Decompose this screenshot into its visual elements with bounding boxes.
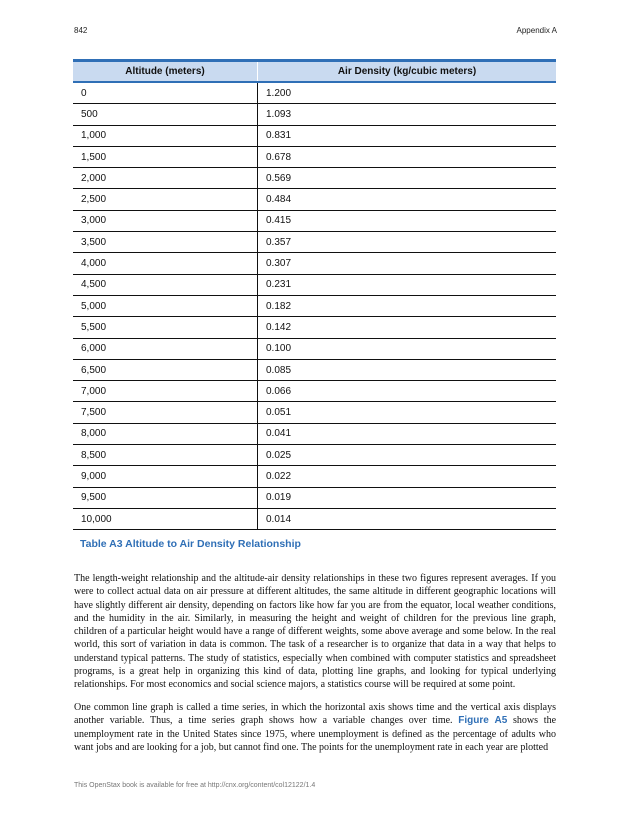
table-row xyxy=(73,338,556,359)
density-cell: 0.085 xyxy=(258,359,557,380)
paragraph-2-text-a: One common line graph is called a time series, in which the horizontal axis shows time and the vertical axis displays another variable. Thus, a time series graph shows how a variable changes over time. xyxy=(74,702,556,727)
density-cell: 0.025 xyxy=(258,445,557,466)
altitude-cell: 6,000 xyxy=(73,338,258,359)
altitude-cell: 8,000 xyxy=(73,423,258,444)
table-row xyxy=(73,445,556,466)
density-cell: 1.093 xyxy=(258,104,557,125)
table-row xyxy=(73,508,556,529)
altitude-cell: 1,500 xyxy=(73,146,258,167)
table-row xyxy=(73,423,556,444)
table-row xyxy=(73,210,556,231)
altitude-cell: 4,000 xyxy=(73,253,258,274)
table-body xyxy=(73,82,556,530)
column-header-altitude: Altitude (meters) xyxy=(73,61,258,83)
density-cell: 0.307 xyxy=(258,253,557,274)
figure-a5-link[interactable]: Figure A5 xyxy=(458,715,508,727)
density-cell: 0.014 xyxy=(258,508,557,529)
density-cell: 0.019 xyxy=(258,487,557,508)
table-row xyxy=(73,104,556,125)
density-cell: 0.831 xyxy=(258,125,557,146)
table-row xyxy=(73,146,556,167)
density-cell: 0.357 xyxy=(258,232,557,253)
column-header-density: Air Density (kg/cubic meters) xyxy=(258,61,557,83)
page-number: 842 xyxy=(74,26,88,35)
density-cell: 0.231 xyxy=(258,274,557,295)
table-row xyxy=(73,125,556,146)
altitude-cell: 4,500 xyxy=(73,274,258,295)
density-cell: 0.678 xyxy=(258,146,557,167)
table-row xyxy=(73,232,556,253)
density-cell: 0.041 xyxy=(258,423,557,444)
density-cell: 0.066 xyxy=(258,381,557,402)
altitude-cell: 0 xyxy=(73,82,258,104)
density-cell: 0.022 xyxy=(258,466,557,487)
altitude-cell: 5,000 xyxy=(73,295,258,316)
table-row xyxy=(73,274,556,295)
table-row xyxy=(73,82,556,104)
altitude-cell: 2,500 xyxy=(73,189,258,210)
table-row xyxy=(73,168,556,189)
altitude-cell: 10,000 xyxy=(73,508,258,529)
altitude-cell: 6,500 xyxy=(73,359,258,380)
density-cell: 0.100 xyxy=(258,338,557,359)
table-row xyxy=(73,317,556,338)
altitude-cell: 7,500 xyxy=(73,402,258,423)
altitude-cell: 1,000 xyxy=(73,125,258,146)
table-row xyxy=(73,487,556,508)
altitude-density-table xyxy=(73,59,556,530)
table-caption: Table A3 Altitude to Air Density Relationship xyxy=(80,538,301,550)
paragraph-2-text-b: shows the unemployment rate in the United States since 1975, where unemployment is defined as the percentage of adults who want jobs and are looking for a job, but cannot find one. The points for the unemployment rate in each year are plotted xyxy=(74,715,557,753)
density-cell: 0.484 xyxy=(258,189,557,210)
altitude-cell: 3,500 xyxy=(73,232,258,253)
table-row xyxy=(73,359,556,380)
footer-note: This OpenStax book is available for free at http://cnx.org/content/col12122/1.4 xyxy=(74,782,316,789)
altitude-cell: 3,000 xyxy=(73,210,258,231)
altitude-cell: 7,000 xyxy=(73,381,258,402)
density-cell: 0.182 xyxy=(258,295,557,316)
altitude-cell: 9,500 xyxy=(73,487,258,508)
table-row xyxy=(73,253,556,274)
density-cell: 1.200 xyxy=(258,82,557,104)
paragraph-2 xyxy=(74,701,556,754)
paragraph-1: The length-weight relationship and the altitude-air density relationships in these two figures represent averages. If you were to collect actual data on air pressure at different altitudes, the same altitude in different geographic locations will have slightly different air density, depending on factors like how far you are from the equator, local weather conditions, and the humidity in the air. Similarly, in measuring the height and weight of children for the previous line graph, children of a particular height would have a range of different weights, some above average and some below. In the real world, this sort of variation in data is common. The task of a researcher is to organize that data in a way that helps to understand typical patterns. The study of statistics, especially when combined with computer statistics and spreadsheet programs, is a great help in organizing this kind of data, plotting line graphs, and looking for typical underlying relationships. For most economics and social science majors, a statistics course will be required at some point. xyxy=(74,573,556,691)
table-row xyxy=(73,402,556,423)
table-row xyxy=(73,189,556,210)
density-cell: 0.142 xyxy=(258,317,557,338)
table-row xyxy=(73,295,556,316)
table-row xyxy=(73,381,556,402)
density-cell: 0.569 xyxy=(258,168,557,189)
altitude-cell: 5,500 xyxy=(73,317,258,338)
table-row xyxy=(73,466,556,487)
running-head: Appendix A xyxy=(516,26,557,35)
density-cell: 0.051 xyxy=(258,402,557,423)
altitude-cell: 9,000 xyxy=(73,466,258,487)
altitude-cell: 500 xyxy=(73,104,258,125)
altitude-cell: 2,000 xyxy=(73,168,258,189)
density-cell: 0.415 xyxy=(258,210,557,231)
altitude-cell: 8,500 xyxy=(73,445,258,466)
